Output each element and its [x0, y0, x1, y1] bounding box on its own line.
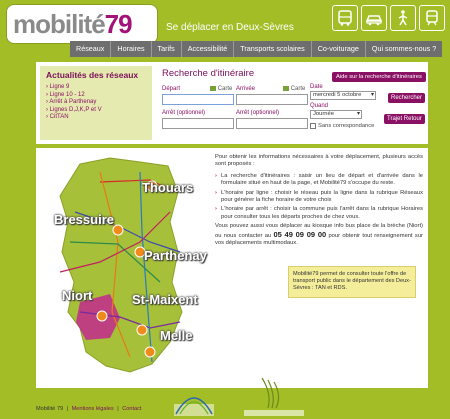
nav-item-transports-scolaires[interactable]: Transports scolaires	[234, 41, 311, 57]
footer-separator: |	[117, 406, 119, 412]
itinerary-search	[162, 66, 424, 142]
map-city-thouars[interactable]: Thouars	[142, 180, 194, 195]
quand-select[interactable]: Journée ▾	[310, 110, 362, 119]
arrivee-label-text: Arrivée	[236, 86, 256, 93]
network-map[interactable]	[40, 152, 210, 384]
info-phone: 05 49 09 09 00	[273, 229, 327, 239]
news-item-ligne-9[interactable]: › Ligne 9	[46, 84, 146, 90]
train-icon	[419, 5, 445, 31]
communaute-agglomeration-logo	[174, 398, 214, 416]
footer-site-name: Mobilité 79	[36, 406, 64, 412]
arret-arrivee-label: Arrêt (optionnel)	[236, 110, 280, 116]
bus-icon	[332, 5, 358, 31]
map-city-niort[interactable]: Niort	[62, 288, 93, 303]
search-help-button[interactable]: Aide sur la recherche d'itinéraires	[332, 72, 426, 82]
news-item-ligne-10-12[interactable]: › Ligne 10 - 12	[46, 92, 146, 98]
trajet-retour-button[interactable]: Trajet Retour	[384, 114, 425, 124]
arret-depart-input[interactable]	[162, 118, 234, 129]
info-bullet-horaire-arret: › L'horaire par arrêt : choisir la commune puis l'arrêt dans la rubrique Horaires pour consulter tous les départs proches de chez vous.	[215, 206, 423, 221]
sans-correspondance-checkbox[interactable]	[310, 123, 316, 129]
rechercher-button[interactable]: Rechercher	[388, 93, 425, 103]
info-bullet-horaire-ligne: › L'horaire par ligne : choisir le réseau puis la ligne dans la rubrique Réseaux pour générer la fiche horaire de votre choix	[215, 190, 423, 205]
info-intro: Pour obtenir les informations nécessaires à votre déplacement, plusieurs accès sont proposés :	[215, 154, 423, 168]
partner-logos	[172, 374, 332, 419]
map-icon[interactable]	[210, 86, 216, 91]
deux-sevres-logo	[244, 378, 304, 416]
map-icon[interactable]	[283, 86, 289, 91]
map-city-melle[interactable]: Melle	[160, 328, 193, 343]
info-contact	[215, 223, 423, 247]
nav-item-accessibilite[interactable]: Accessibilité	[182, 41, 235, 57]
site-logo[interactable]	[6, 4, 158, 44]
pedestrian-icon	[390, 5, 416, 31]
info-text	[215, 154, 423, 251]
footer-links	[36, 406, 143, 412]
depart-label-text: Départ	[162, 86, 181, 93]
news-title: Actualités des réseaux	[46, 70, 139, 80]
nav-item-reseaux[interactable]: Réseaux	[70, 41, 111, 57]
map-city-bressuire[interactable]: Bressuire	[54, 212, 114, 227]
main-nav	[70, 41, 442, 57]
arrivee-label	[236, 86, 305, 92]
map-city-st-maixent[interactable]: St-Maixent	[132, 292, 198, 307]
arrivee-carte-link[interactable]: Carte	[290, 86, 306, 93]
map-city-parthenay[interactable]: Parthenay	[144, 248, 207, 263]
date-select[interactable]: mercredi 5 octobre ▾	[310, 91, 376, 100]
top-panel	[36, 62, 428, 144]
logo-text-mobilite: mobilité	[13, 8, 105, 39]
info-contact-after: pour obtenir tout renseignement sur vos déplacements multimodaux.	[215, 232, 423, 247]
date-label: Date	[310, 84, 323, 90]
nav-item-tarifs[interactable]: Tarifs	[152, 41, 182, 57]
news-item-lignes-djkpv[interactable]: › Lignes D,J,K,P et V	[46, 107, 146, 113]
footer-separator: |	[66, 406, 69, 412]
nav-item-qui-sommes-nous[interactable]: Qui sommes-nous ?	[371, 44, 437, 53]
info-bullet-itineraires: › La recherche d'itinéraires : saisir un lieu de départ et d'arrivée dans le formulaire situé en haut de la page, et Mobilité79 s'occupe du reste.	[215, 173, 423, 188]
news-item-arret-parthenay[interactable]: › Arrêt à Parthenay	[46, 99, 146, 105]
depart-carte-link[interactable]: Carte	[217, 86, 233, 93]
search-title: Recherche d'itinéraire	[162, 68, 255, 79]
arrivee-input[interactable]	[236, 94, 308, 105]
transport-icons	[332, 5, 445, 31]
arret-depart-label: Arrêt (optionnel)	[162, 110, 206, 116]
info-notice: Mobilité79 permet de consulter toute l'offre de transport public dans le département des Deux-Sèvres : TAN et RDS.	[288, 266, 416, 298]
car-icon	[361, 5, 387, 31]
news-box	[40, 66, 152, 140]
news-item-cittan[interactable]: › CitTAN	[46, 114, 146, 120]
logo-text-79: 79	[104, 8, 132, 39]
footer-mentions-legales-link[interactable]: Mentions légales	[71, 406, 114, 412]
nav-item-covoiturage[interactable]: Co-voiturage	[312, 41, 366, 57]
quand-label: Quand	[310, 103, 329, 109]
arret-arrivee-input[interactable]	[236, 118, 308, 129]
footer-contact-link[interactable]: Contact	[122, 406, 142, 412]
info-contact-before: Vous pouvez aussi vous déplacer au kiosque info bus place de la brèche (Niort) ou nous contacter au	[215, 223, 423, 239]
depart-label	[162, 86, 232, 92]
depart-input[interactable]	[162, 94, 234, 105]
site-tagline: Se déplacer en Deux-Sèvres	[166, 22, 294, 33]
nav-item-horaires[interactable]: Horaires	[111, 41, 151, 57]
sans-correspondance-label: Sans correspondance	[318, 123, 375, 129]
main-panel	[36, 148, 428, 388]
